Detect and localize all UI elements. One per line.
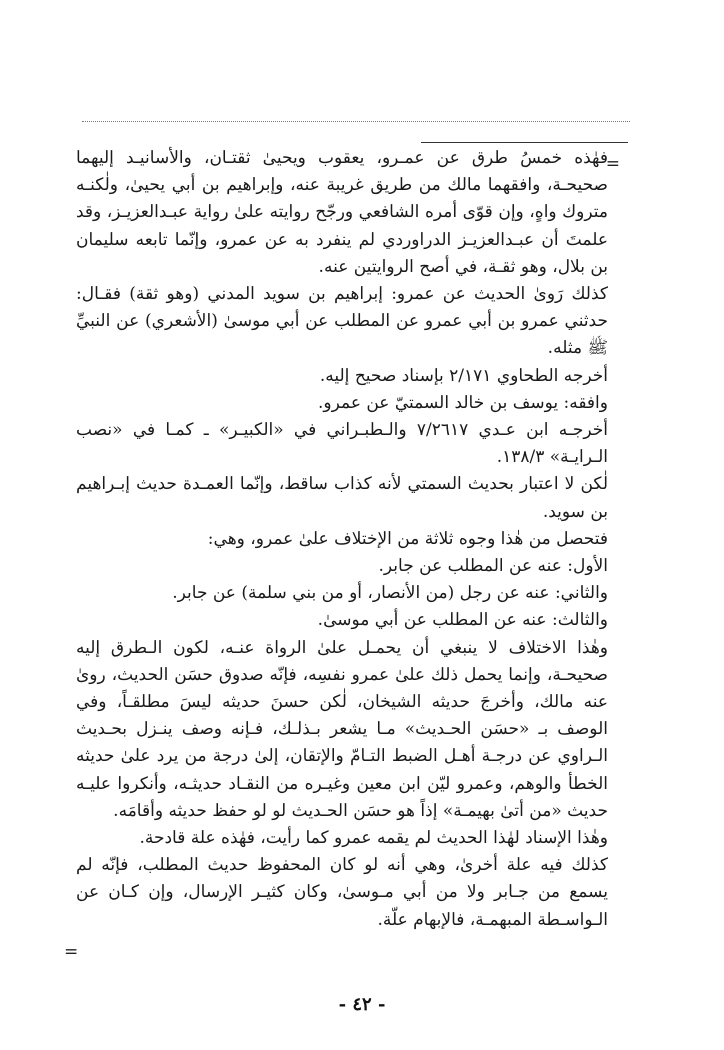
paragraph: أخرجه الطحاوي ٢/١٧١ بإسناد صحيح إليه.: [319, 365, 608, 386]
paragraph: فتحصل من هٰذا وجوه ثلاثة من الإختلاف علىٰ عمرو، وهي:: [207, 528, 608, 549]
paragraph: وافقه: يوسف بن خالد السمتيّ عن عمرو.: [318, 392, 608, 413]
paragraph: أخرجـه ابن عـدي ٧/٢٦١٧ والـطبـراني في «الكبيـر» ـ كمـا في «نصب الـرايـة» ١٣٨/٣.: [76, 420, 608, 468]
paragraph: وهٰذا الإسناد لهٰذا الحديث لم يقمه عمرو كما رأيت، فهٰذه علة قادحة.: [139, 828, 608, 849]
paragraph: فهٰذه خمسُ طرق عن عمـرو، يعقوب ويحيىٰ ثقتـان، والأسانيـد إليهما صحيحـة، وافقهما مالك من طريق غريبة عنه، وإبراهيم بن أبي يحيىٰ، ولٰكنـه متروك واهٍ، وإن قوّى أمره الشافعي ورجّح روايته علىٰ رواية عبـدالعزيـز، وقد علمتَ أن عبـدالعزيـز الدراوردي لم ينفرد به عن عمرو، وإنّما تابعه سليمان بن بلال، وهو ثقـة، في أصح الروايتين عنه.: [76, 148, 608, 277]
continuation-mark-top: =: [605, 154, 620, 174]
dotted-separator: [82, 121, 630, 122]
footnote-rule: [421, 142, 628, 143]
page-number: - ٤٢ -: [338, 994, 386, 1015]
continuation-mark-bottom: =: [64, 942, 79, 962]
paragraph: الأول: عنه عن المطلب عن جابر.: [378, 556, 608, 577]
paragraph: والثاني: عنه عن رجل (من الأنصار، أو من بني سلمة) عن جابر.: [172, 583, 608, 604]
paragraph: والثالث: عنه عن المطلب عن أبي موسىٰ.: [317, 610, 608, 631]
paragraph: كذلك فيه علة أخرىٰ، وهي أنه لو كان المحفوظ حديث المطلب، فإنّه لم يسمع من جـابر ولا من أبي مـوسىٰ، وكان كثيـر الإرسال، وإن كـان عن الـواسـطة المبهمـة، فالإبهام علّة.: [76, 855, 608, 930]
paragraph: وهٰذا الاختلاف لا ينبغي أن يحمـل علىٰ الرواة عنـه، لكون الـطرق إليه صحيحـة، وإنما يحمل ذلك علىٰ عمرو نفسِه، فإنّه صدوق حسَن الحديث، روىٰ عنه مالك، وأخرجَ حديثه الشيخان، لٰكن حسنَ حديثه ليسَ مطلقـاً، وفي الوصف بـ «حسَن الحـديث» مـا يشعر بـذلـك، فـإنه وصف ينـزل بحـديث الـراوي عن درجـة أهـل الضبط التـامّ والإتقان، إلىٰ درجة من يرد علىٰ حديثه الخطأ والوهم، وعمرو ليّن ابن معين وغيـره من النقـاد حديثـه، وأنكروا عليـه حديث «من أتىٰ بهيمـة» إذاً هو حسَن الحـديث لو لو حفظ حديثه وأقامَه.: [76, 637, 608, 821]
footnote-text: [76, 145, 608, 934]
paragraph: لٰكن لا اعتبار بحديث السمتي لأنه كذاب ساقط، وإنّما العمـدة حديث إبـراهيم بن سويد.: [76, 474, 608, 522]
paragraph: كذلك رَوىٰ الحديث عن عمرو: إبراهيم بن سويد المدني (وهو ثقة) فقـال: حدثني عمرو بن أبي عمرو عن المطلب عن أبي موسىٰ (الأشعري) عن النبيِّ ﷺ مثله.: [76, 284, 608, 359]
